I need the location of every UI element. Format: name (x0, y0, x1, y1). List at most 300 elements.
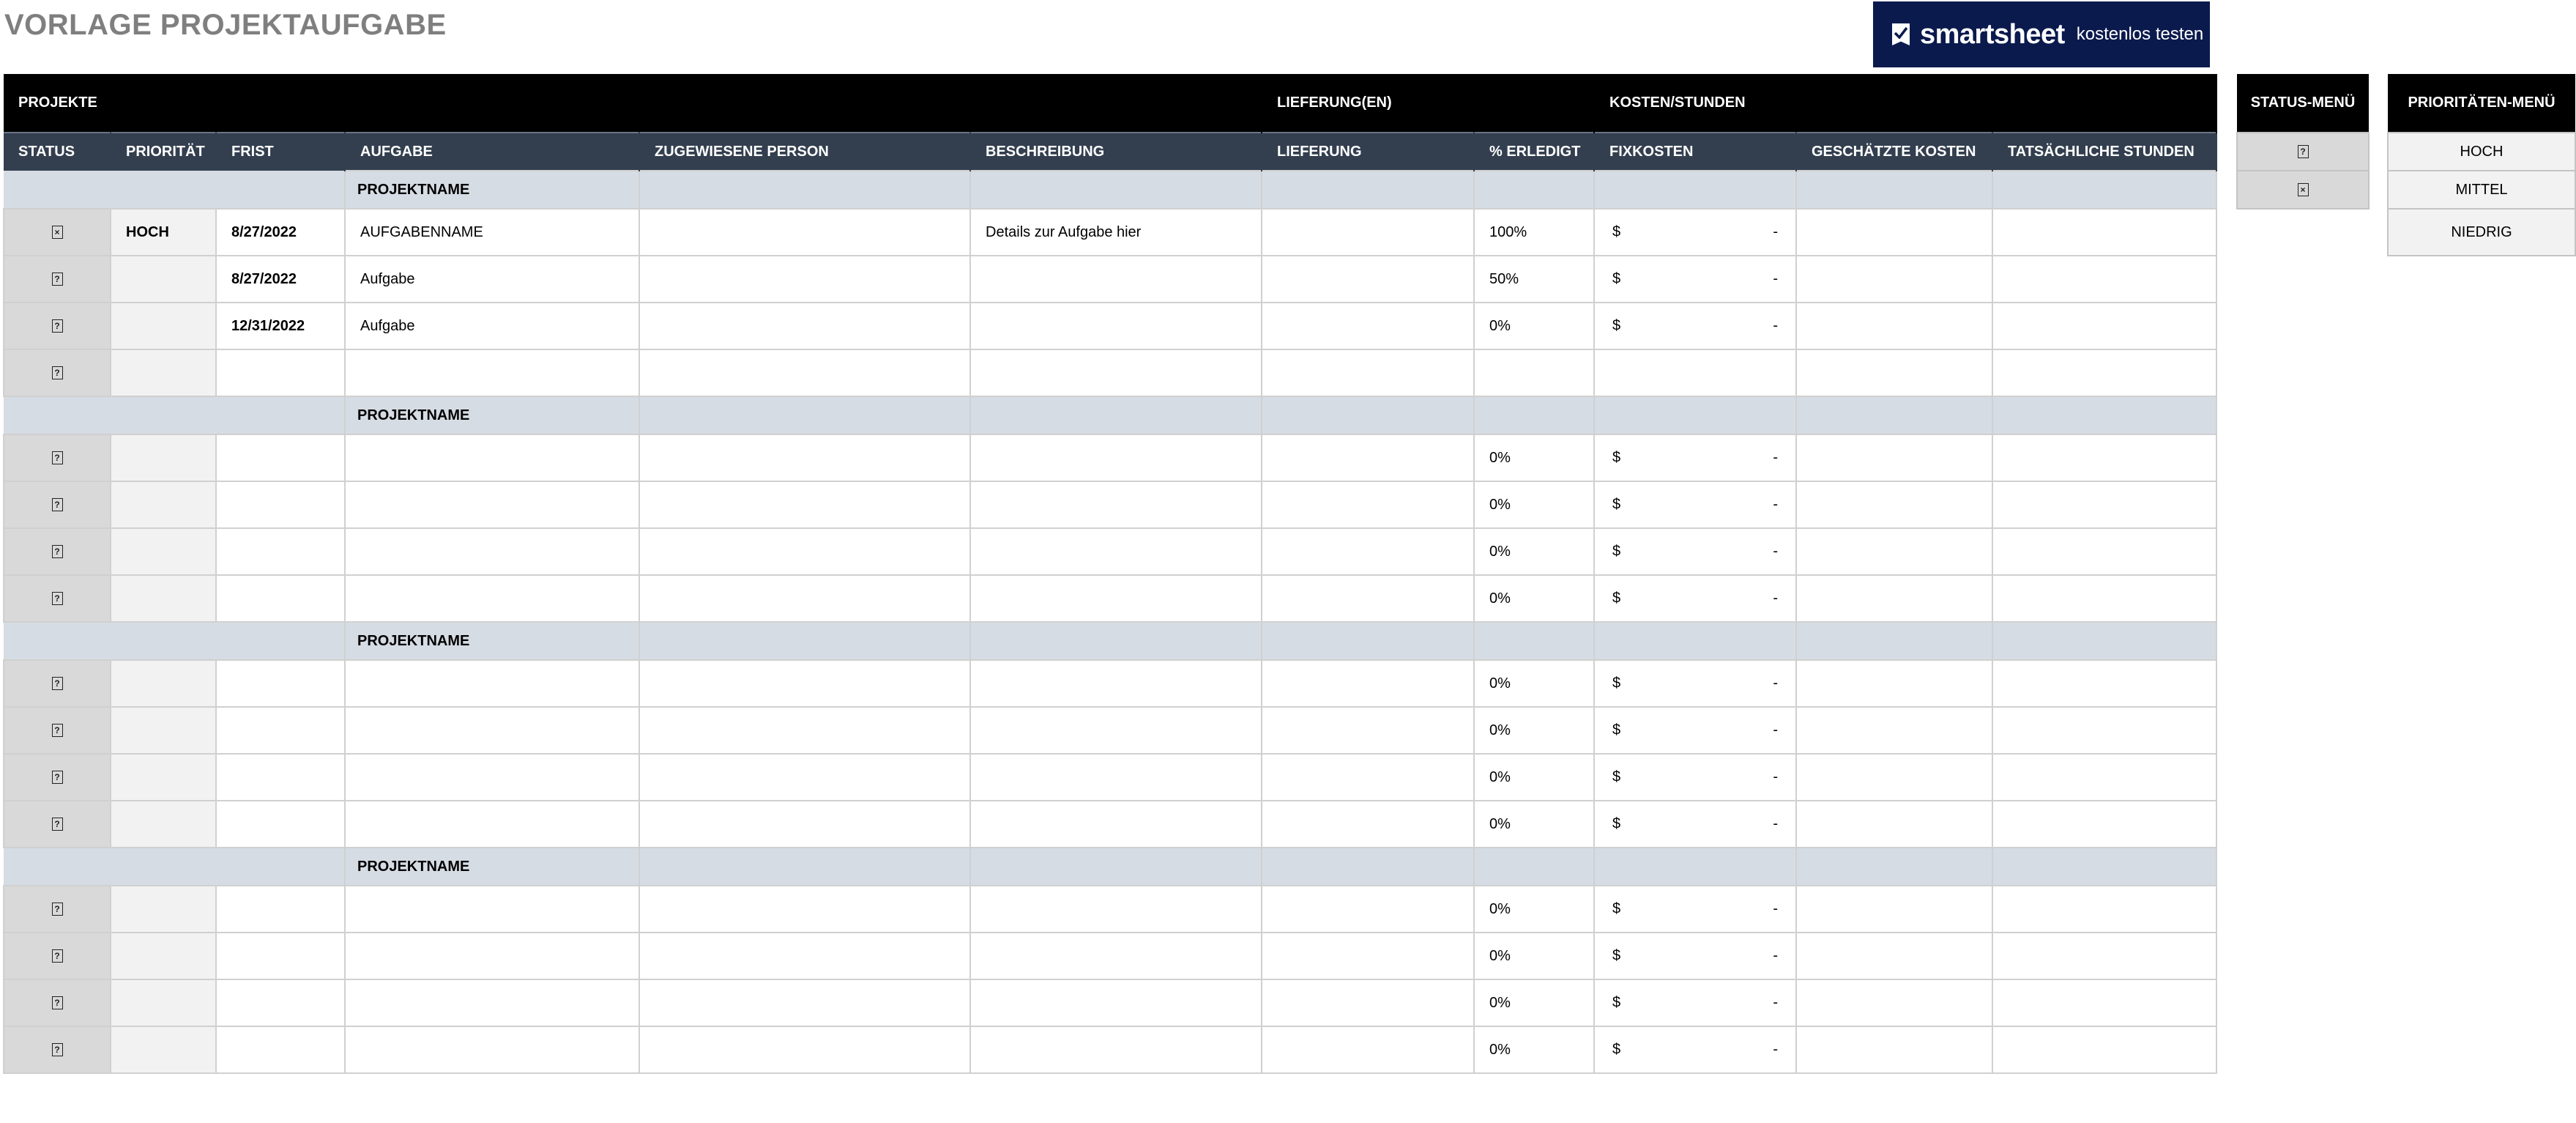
project-header-cell (1796, 171, 1992, 209)
deadline-cell[interactable] (216, 1026, 345, 1073)
table-row (4, 434, 2216, 481)
status-cell[interactable] (4, 707, 111, 754)
description-cell[interactable] (970, 349, 1262, 396)
status-cell[interactable] (4, 660, 111, 707)
person-cell[interactable] (639, 660, 970, 707)
priority-cell[interactable] (111, 660, 216, 707)
priority-menu-title: PRIORITÄTEN-MENÜ (2388, 74, 2575, 133)
description-cell[interactable] (970, 434, 1262, 481)
status-menu-option[interactable] (2237, 133, 2369, 171)
unknown-box-icon: ? (52, 1043, 63, 1056)
smartsheet-logo-button[interactable] (1873, 1, 2210, 67)
fixed-cost-cell[interactable] (1594, 349, 1796, 396)
currency-symbol: $ (1612, 449, 1621, 466)
project-header-row (4, 622, 2216, 660)
project-header-blank (4, 622, 345, 660)
actual-hours-cell[interactable] (1992, 933, 2216, 979)
fixed-cost-cell[interactable] (1594, 528, 1796, 575)
status-cell[interactable] (4, 528, 111, 575)
priority-cell[interactable] (111, 481, 216, 528)
priority-cell[interactable] (111, 707, 216, 754)
person-cell[interactable] (639, 209, 970, 256)
checked-box-icon: × (2298, 183, 2309, 196)
actual-hours-cell[interactable] (1992, 349, 2216, 396)
project-header-cell (1992, 171, 2216, 209)
column-header: FIXKOSTEN (1594, 133, 1796, 171)
priority-cell[interactable] (111, 801, 216, 848)
deadline-cell[interactable] (216, 933, 345, 979)
estimated-cost-cell[interactable] (1796, 434, 1992, 481)
project-header-cell (970, 171, 1262, 209)
deadline-cell[interactable]: 8/27/2022 (216, 209, 345, 256)
priority-option-niedrig[interactable]: NIEDRIG (2388, 209, 2575, 256)
table-row (4, 209, 2216, 256)
estimated-cost-cell[interactable] (1796, 303, 1992, 349)
description-cell[interactable]: Details zur Aufgabe hier (970, 209, 1262, 256)
logo-cta: kostenlos testen (2076, 24, 2204, 44)
task-cell[interactable] (345, 575, 639, 622)
project-header-cell (639, 848, 970, 886)
fixed-cost-cell[interactable] (1594, 979, 1796, 1026)
delivery-cell[interactable] (1262, 528, 1474, 575)
column-header-row (4, 133, 2216, 171)
table-row (4, 303, 2216, 349)
percent-done-cell[interactable]: 0% (1474, 979, 1594, 1026)
percent-done-cell[interactable]: 50% (1474, 256, 1594, 303)
unknown-box-icon: ? (52, 592, 63, 605)
column-header: STATUS (4, 133, 111, 171)
actual-hours-cell[interactable] (1992, 256, 2216, 303)
currency-symbol: $ (1612, 270, 1621, 287)
priority-option-mittel[interactable]: MITTEL (2388, 171, 2575, 209)
project-header-cell (639, 622, 970, 660)
percent-done-cell[interactable]: 100% (1474, 209, 1594, 256)
currency-symbol: $ (1612, 675, 1621, 692)
description-cell[interactable] (970, 754, 1262, 801)
actual-hours-cell[interactable] (1992, 434, 2216, 481)
description-cell[interactable] (970, 886, 1262, 933)
project-header-cell (639, 171, 970, 209)
status-cell[interactable] (4, 575, 111, 622)
status-menu (2236, 74, 2370, 210)
table-row (4, 575, 2216, 622)
priority-option-hoch[interactable]: HOCH (2388, 133, 2575, 171)
column-header: LIEFERUNG (1262, 133, 1474, 171)
delivery-cell[interactable] (1262, 707, 1474, 754)
percent-done-cell[interactable]: 0% (1474, 434, 1594, 481)
actual-hours-cell[interactable] (1992, 801, 2216, 848)
amount-dash: - (1773, 1041, 1778, 1058)
currency-symbol: $ (1612, 590, 1621, 607)
priority-cell[interactable] (111, 256, 216, 303)
amount-dash: - (1773, 815, 1778, 832)
project-name[interactable]: PROJEKTNAME (345, 171, 639, 209)
project-header-blank (4, 848, 345, 886)
task-cell[interactable] (345, 1026, 639, 1073)
task-cell[interactable] (345, 434, 639, 481)
delivery-cell[interactable] (1262, 434, 1474, 481)
project-header-cell (1992, 622, 2216, 660)
task-cell[interactable] (345, 754, 639, 801)
percent-done-cell[interactable]: 0% (1474, 754, 1594, 801)
fixed-cost-cell[interactable] (1594, 1026, 1796, 1073)
project-header-cell (1474, 171, 1594, 209)
amount-dash: - (1773, 449, 1778, 466)
project-header-row (4, 396, 2216, 434)
table-row (4, 528, 2216, 575)
unknown-box-icon: ? (52, 366, 63, 379)
percent-done-cell[interactable]: 0% (1474, 801, 1594, 848)
smartsheet-check-icon (1892, 23, 1910, 45)
table-row (4, 256, 2216, 303)
estimated-cost-cell[interactable] (1796, 481, 1992, 528)
delivery-cell[interactable] (1262, 303, 1474, 349)
deadline-cell[interactable] (216, 349, 345, 396)
table-row (4, 707, 2216, 754)
amount-dash: - (1773, 994, 1778, 1011)
deadline-cell[interactable] (216, 434, 345, 481)
column-header: AUFGABE (345, 133, 639, 171)
table-row (4, 660, 2216, 707)
delivery-cell[interactable] (1262, 575, 1474, 622)
description-cell[interactable] (970, 707, 1262, 754)
task-cell[interactable] (345, 660, 639, 707)
unknown-box-icon: ? (52, 724, 63, 737)
person-cell[interactable] (639, 481, 970, 528)
description-cell[interactable] (970, 979, 1262, 1026)
status-cell[interactable] (4, 256, 111, 303)
actual-hours-cell[interactable] (1992, 303, 2216, 349)
percent-done-cell[interactable]: 0% (1474, 303, 1594, 349)
delivery-cell[interactable] (1262, 349, 1474, 396)
delivery-cell[interactable] (1262, 481, 1474, 528)
project-header-cell (1474, 848, 1594, 886)
priority-cell[interactable] (111, 349, 216, 396)
amount-dash: - (1773, 496, 1778, 513)
fixed-cost-cell[interactable] (1594, 754, 1796, 801)
deadline-cell[interactable]: 12/31/2022 (216, 303, 345, 349)
priority-cell[interactable] (111, 979, 216, 1026)
status-cell[interactable] (4, 303, 111, 349)
unknown-box-icon: ? (52, 545, 63, 558)
actual-hours-cell[interactable] (1992, 575, 2216, 622)
description-cell[interactable] (970, 933, 1262, 979)
status-cell[interactable] (4, 886, 111, 933)
priority-cell[interactable] (111, 303, 216, 349)
project-header-cell (1262, 622, 1474, 660)
priority-cell[interactable] (111, 933, 216, 979)
column-header: FRIST (216, 133, 345, 171)
currency-symbol: $ (1612, 994, 1621, 1011)
fixed-cost-cell[interactable] (1594, 209, 1796, 256)
project-header-blank (4, 396, 345, 434)
fixed-cost-cell[interactable] (1594, 933, 1796, 979)
currency-symbol: $ (1612, 722, 1621, 738)
person-cell[interactable] (639, 303, 970, 349)
description-cell[interactable] (970, 256, 1262, 303)
fixed-cost-cell[interactable] (1594, 886, 1796, 933)
estimated-cost-cell[interactable] (1796, 349, 1992, 396)
person-cell[interactable] (639, 801, 970, 848)
column-header: ZUGEWIESENE PERSON (639, 133, 970, 171)
fixed-cost-cell[interactable] (1594, 434, 1796, 481)
person-cell[interactable] (639, 933, 970, 979)
delivery-cell[interactable] (1262, 1026, 1474, 1073)
priority-cell[interactable] (111, 434, 216, 481)
percent-done-cell[interactable]: 0% (1474, 886, 1594, 933)
estimated-cost-cell[interactable] (1796, 886, 1992, 933)
task-cell[interactable]: Aufgabe (345, 303, 639, 349)
unknown-box-icon: ? (52, 903, 63, 916)
header-group-row (4, 74, 2216, 133)
status-cell[interactable] (4, 349, 111, 396)
status-cell[interactable] (4, 801, 111, 848)
estimated-cost-cell[interactable] (1796, 660, 1992, 707)
task-cell[interactable] (345, 801, 639, 848)
estimated-cost-cell[interactable] (1796, 933, 1992, 979)
status-cell[interactable] (4, 1026, 111, 1073)
delivery-cell[interactable] (1262, 886, 1474, 933)
status-menu-option[interactable] (2237, 171, 2369, 209)
project-name[interactable]: PROJEKTNAME (345, 848, 639, 886)
fixed-cost-cell[interactable] (1594, 481, 1796, 528)
currency-symbol: $ (1612, 317, 1621, 334)
percent-done-cell[interactable]: 0% (1474, 1026, 1594, 1073)
status-menu-title: STATUS-MENÜ (2237, 74, 2369, 133)
actual-hours-cell[interactable] (1992, 886, 2216, 933)
priority-cell[interactable] (111, 886, 216, 933)
amount-dash: - (1773, 947, 1778, 964)
currency-symbol: $ (1612, 900, 1621, 917)
column-header: TATSÄCHLICHE STUNDEN (1992, 133, 2216, 171)
actual-hours-cell[interactable] (1992, 660, 2216, 707)
fixed-cost-cell[interactable] (1594, 660, 1796, 707)
project-header-cell (1992, 848, 2216, 886)
priority-cell[interactable] (111, 1026, 216, 1073)
unknown-box-icon: ? (52, 996, 63, 1009)
amount-dash: - (1773, 722, 1778, 738)
project-header-cell (1262, 171, 1474, 209)
unknown-box-icon: ? (52, 273, 63, 286)
person-cell[interactable] (639, 256, 970, 303)
unknown-box-icon: ? (52, 677, 63, 690)
project-header-cell (1474, 622, 1594, 660)
header-kosten: KOSTEN/STUNDEN (1594, 74, 2216, 133)
deadline-cell[interactable] (216, 707, 345, 754)
unknown-box-icon: ? (52, 498, 63, 511)
percent-done-cell[interactable]: 0% (1474, 660, 1594, 707)
fixed-cost-cell[interactable] (1594, 256, 1796, 303)
description-cell[interactable] (970, 303, 1262, 349)
delivery-cell[interactable] (1262, 754, 1474, 801)
estimated-cost-cell[interactable] (1796, 1026, 1992, 1073)
actual-hours-cell[interactable] (1992, 979, 2216, 1026)
task-body (4, 171, 2216, 1073)
estimated-cost-cell[interactable] (1796, 209, 1992, 256)
table-row (4, 933, 2216, 979)
estimated-cost-cell[interactable] (1796, 979, 1992, 1026)
person-cell[interactable] (639, 707, 970, 754)
person-cell[interactable] (639, 575, 970, 622)
description-cell[interactable] (970, 481, 1262, 528)
unknown-box-icon: ? (52, 949, 63, 963)
estimated-cost-cell[interactable] (1796, 528, 1992, 575)
project-header-cell (1594, 848, 1796, 886)
task-cell[interactable] (345, 528, 639, 575)
task-cell[interactable] (345, 933, 639, 979)
deadline-cell[interactable] (216, 528, 345, 575)
actual-hours-cell[interactable] (1992, 481, 2216, 528)
task-cell[interactable] (345, 349, 639, 396)
table-row (4, 801, 2216, 848)
deadline-cell[interactable] (216, 481, 345, 528)
percent-done-cell[interactable]: 0% (1474, 481, 1594, 528)
description-cell[interactable] (970, 660, 1262, 707)
actual-hours-cell[interactable] (1992, 754, 2216, 801)
percent-done-cell[interactable]: 0% (1474, 528, 1594, 575)
project-header-cell (970, 622, 1262, 660)
project-header-cell (1262, 396, 1474, 434)
project-name[interactable]: PROJEKTNAME (345, 622, 639, 660)
project-header-cell (970, 396, 1262, 434)
delivery-cell[interactable] (1262, 979, 1474, 1026)
header-projekte: PROJEKTE (4, 74, 1262, 133)
percent-done-cell[interactable] (1474, 349, 1594, 396)
deadline-cell[interactable] (216, 754, 345, 801)
status-menu-item (2237, 133, 2369, 171)
status-cell[interactable] (4, 933, 111, 979)
actual-hours-cell[interactable] (1992, 707, 2216, 754)
person-cell[interactable] (639, 979, 970, 1026)
project-header-cell (1594, 396, 1796, 434)
percent-done-cell[interactable]: 0% (1474, 707, 1594, 754)
currency-symbol: $ (1612, 947, 1621, 964)
priority-cell[interactable] (111, 528, 216, 575)
amount-dash: - (1773, 270, 1778, 287)
fixed-cost-cell[interactable] (1594, 707, 1796, 754)
estimated-cost-cell[interactable] (1796, 707, 1992, 754)
estimated-cost-cell[interactable] (1796, 754, 1992, 801)
delivery-cell[interactable] (1262, 801, 1474, 848)
unknown-box-icon: ? (52, 451, 63, 464)
description-cell[interactable] (970, 1026, 1262, 1073)
delivery-cell[interactable] (1262, 933, 1474, 979)
unknown-box-icon: ? (2298, 145, 2309, 158)
currency-symbol: $ (1612, 815, 1621, 832)
task-cell[interactable]: Aufgabe (345, 256, 639, 303)
task-cell[interactable] (345, 979, 639, 1026)
column-header: PRIORITÄT (111, 133, 216, 171)
person-cell[interactable] (639, 1026, 970, 1073)
priority-cell[interactable] (111, 754, 216, 801)
unknown-box-icon: ? (52, 771, 63, 784)
column-header: % ERLEDIGT (1474, 133, 1594, 171)
person-cell[interactable] (639, 434, 970, 481)
deadline-cell[interactable] (216, 575, 345, 622)
status-cell[interactable] (4, 754, 111, 801)
amount-dash: - (1773, 590, 1778, 607)
currency-symbol: $ (1612, 223, 1621, 240)
task-cell[interactable] (345, 886, 639, 933)
currency-symbol: $ (1612, 768, 1621, 785)
fixed-cost-cell[interactable] (1594, 303, 1796, 349)
table-row (4, 349, 2216, 396)
column-header: BESCHREIBUNG (970, 133, 1262, 171)
deadline-cell[interactable] (216, 801, 345, 848)
actual-hours-cell[interactable] (1992, 209, 2216, 256)
actual-hours-cell[interactable] (1992, 1026, 2216, 1073)
task-cell[interactable] (345, 481, 639, 528)
project-header-cell (1796, 622, 1992, 660)
amount-dash: - (1773, 317, 1778, 334)
person-cell[interactable] (639, 528, 970, 575)
delivery-cell[interactable] (1262, 256, 1474, 303)
fixed-cost-cell[interactable] (1594, 801, 1796, 848)
priority-cell[interactable] (111, 575, 216, 622)
actual-hours-cell[interactable] (1992, 528, 2216, 575)
priority-menu-item (2388, 133, 2575, 171)
deadline-cell[interactable] (216, 660, 345, 707)
project-header-cell (1594, 171, 1796, 209)
table-row (4, 481, 2216, 528)
status-cell[interactable] (4, 979, 111, 1026)
percent-done-cell[interactable]: 0% (1474, 933, 1594, 979)
currency-symbol: $ (1612, 496, 1621, 513)
task-cell[interactable]: AUFGABENNAME (345, 209, 639, 256)
project-header-row (4, 848, 2216, 886)
description-cell[interactable] (970, 575, 1262, 622)
deadline-cell[interactable] (216, 886, 345, 933)
fixed-cost-cell[interactable] (1594, 575, 1796, 622)
percent-done-cell[interactable]: 0% (1474, 575, 1594, 622)
delivery-cell[interactable] (1262, 660, 1474, 707)
estimated-cost-cell[interactable] (1796, 575, 1992, 622)
page-title: VORLAGE PROJEKTAUFGABE (4, 9, 447, 41)
amount-dash: - (1773, 223, 1778, 240)
currency-symbol: $ (1612, 543, 1621, 560)
project-header-cell (1992, 396, 2216, 434)
status-cell[interactable] (4, 209, 111, 256)
status-cell[interactable] (4, 481, 111, 528)
table-row (4, 1026, 2216, 1073)
person-cell[interactable] (639, 886, 970, 933)
status-cell[interactable] (4, 434, 111, 481)
description-cell[interactable] (970, 528, 1262, 575)
priority-menu-item (2388, 209, 2575, 256)
deadline-cell[interactable] (216, 979, 345, 1026)
logo-brand: smartsheet (1920, 18, 2065, 50)
person-cell[interactable] (639, 754, 970, 801)
project-name[interactable]: PROJEKTNAME (345, 396, 639, 434)
project-header-cell (1262, 848, 1474, 886)
task-cell[interactable] (345, 707, 639, 754)
delivery-cell[interactable] (1262, 209, 1474, 256)
deadline-cell[interactable]: 8/27/2022 (216, 256, 345, 303)
project-header-blank (4, 171, 345, 209)
table-row (4, 754, 2216, 801)
priority-cell[interactable]: HOCH (111, 209, 216, 256)
project-header-cell (639, 396, 970, 434)
estimated-cost-cell[interactable] (1796, 801, 1992, 848)
person-cell[interactable] (639, 349, 970, 396)
description-cell[interactable] (970, 801, 1262, 848)
project-header-cell (1474, 396, 1594, 434)
header-lieferungen: LIEFERUNG(EN) (1262, 74, 1594, 133)
project-header-cell (1796, 396, 1992, 434)
currency-symbol: $ (1612, 1041, 1621, 1058)
table-row (4, 979, 2216, 1026)
estimated-cost-cell[interactable] (1796, 256, 1992, 303)
